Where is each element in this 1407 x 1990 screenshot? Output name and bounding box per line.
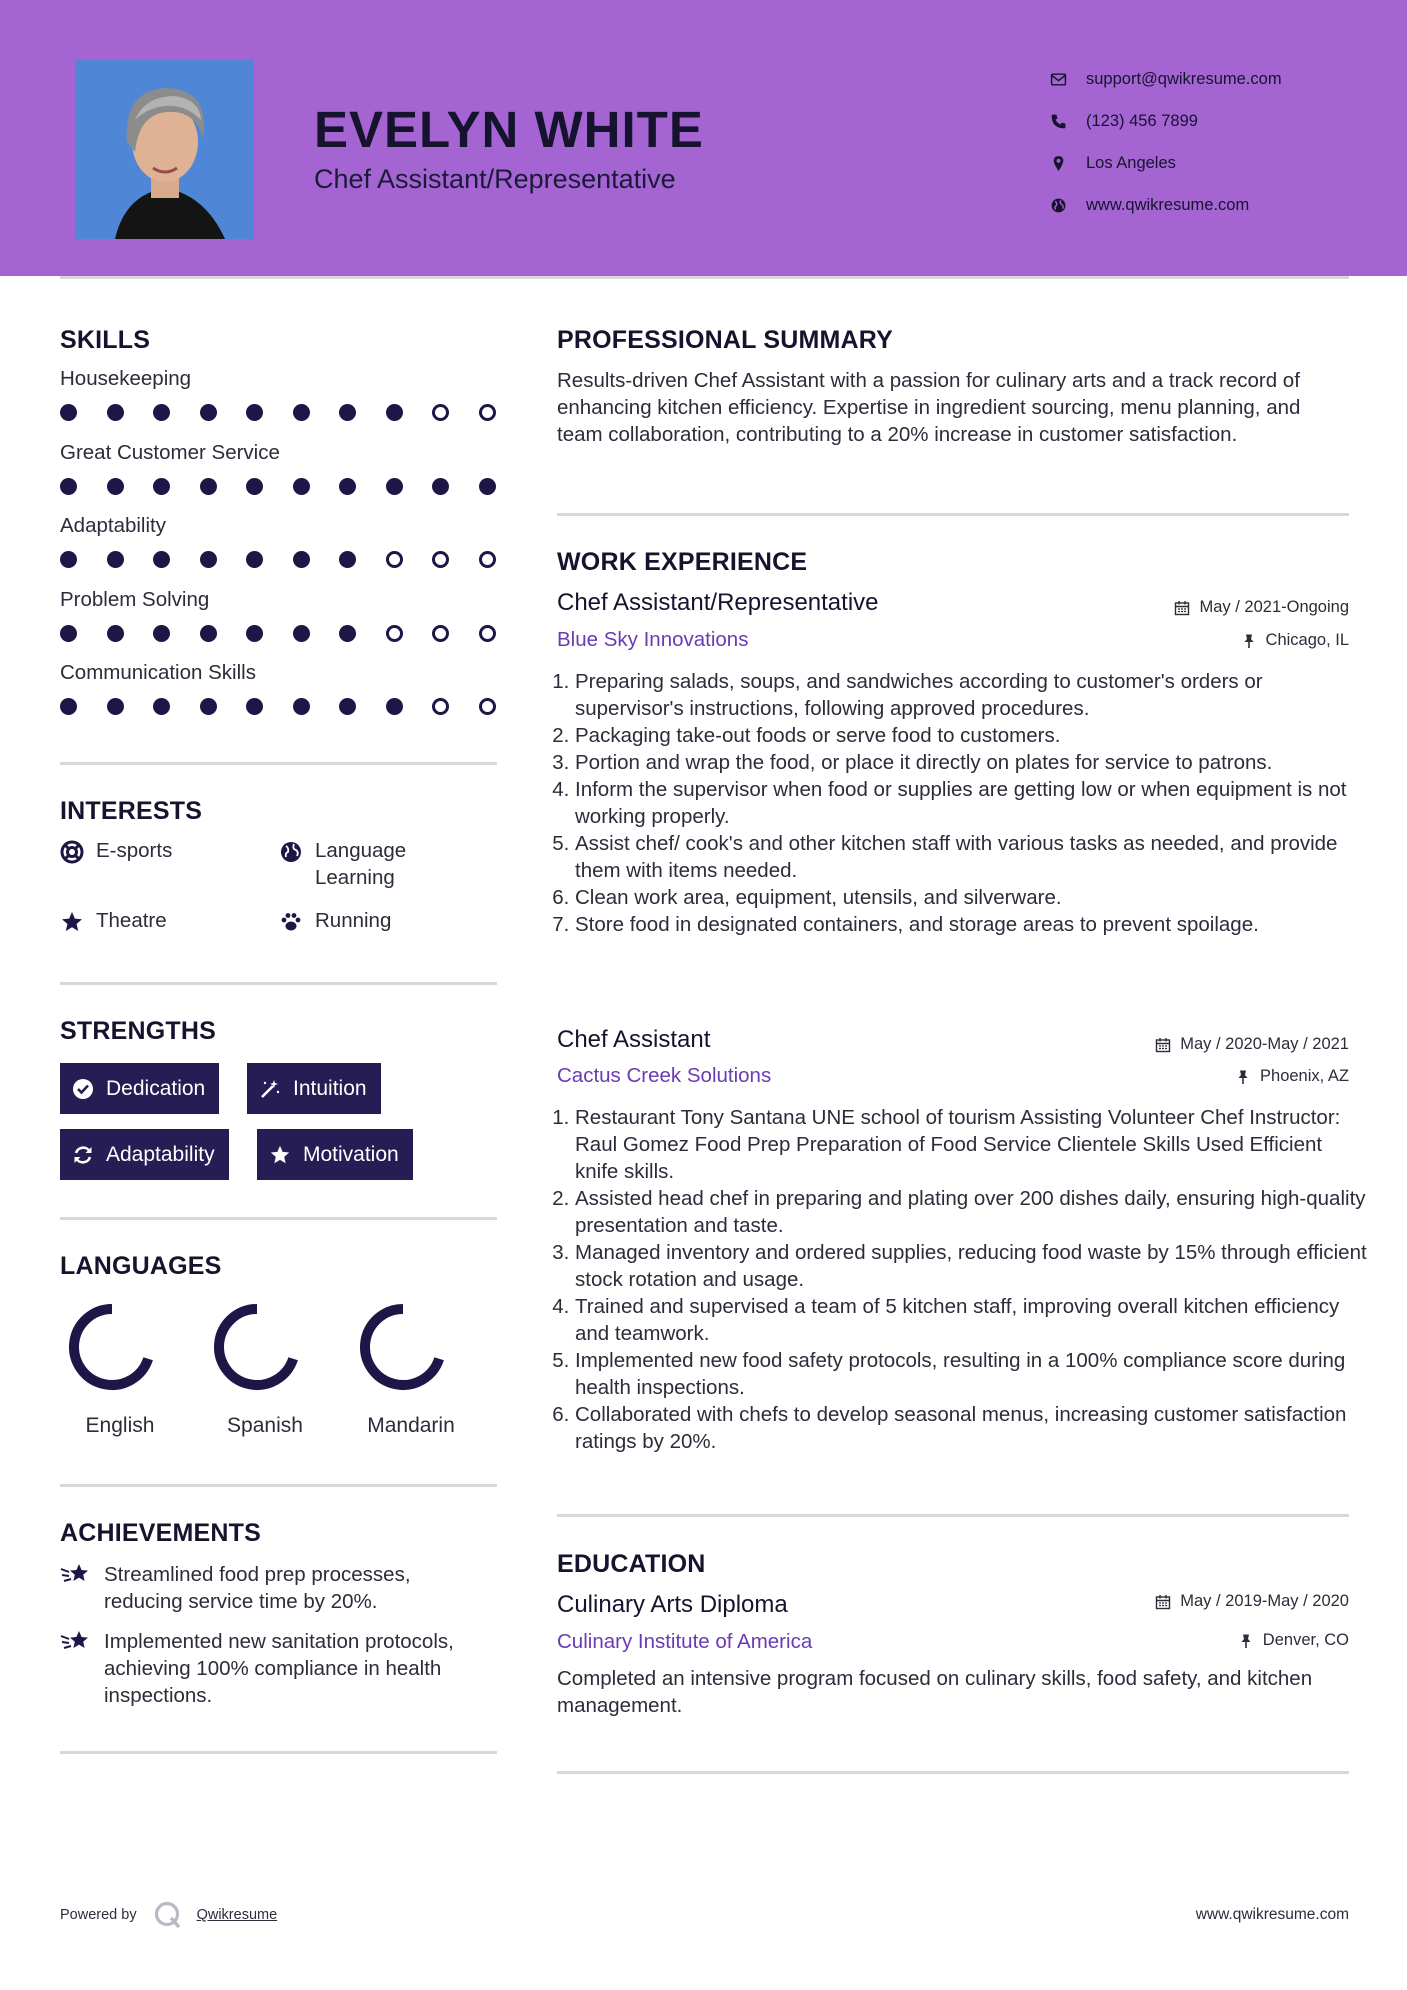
education-divider	[557, 1771, 1349, 1774]
rating-dot-filled	[246, 404, 263, 421]
education-title: EDUCATION	[557, 1550, 706, 1578]
language-arc-fill	[74, 1309, 148, 1385]
strength-badge	[60, 1063, 219, 1114]
interest-item	[279, 909, 391, 934]
language-arc-fill	[219, 1309, 293, 1385]
calendar-icon	[1155, 1037, 1171, 1053]
language-item	[60, 1297, 180, 1438]
rating-dot-filled	[60, 404, 77, 421]
contact-website-text: www.qwikresume.com	[1086, 195, 1250, 214]
pushpin-icon	[1241, 633, 1257, 649]
contact-location-text: Los Angeles	[1086, 153, 1176, 172]
header-banner	[0, 0, 1407, 276]
rating-dot-filled	[153, 625, 170, 642]
strength-label: Dedication	[106, 1076, 206, 1100]
job-duty-item: 4. Inform the supervisor when food or supplies are getting low or when equipment is not working properly.	[575, 776, 1367, 830]
skill-label: Housekeeping	[60, 367, 192, 390]
achievement-item	[60, 1628, 480, 1709]
achievements-divider	[60, 1751, 497, 1754]
education-dates-text: May / 2019-May / 2020	[1180, 1592, 1349, 1610]
achievements-title: ACHIEVEMENTS	[60, 1519, 262, 1547]
job-duty-item: 4. Trained and supervised a team of 5 kitchen staff, improving overall kitchen efficiency and teamwork.	[575, 1293, 1367, 1347]
job-duty-item: 1. Restaurant Tony Santana UNE school of tourism Assisting Volunteer Chef Instructor: Raul Gomez Food Prep Preparation of Food Service Clientele Skills Used Efficient knife skills.	[575, 1104, 1367, 1185]
rating-dot-empty	[479, 698, 496, 715]
interests-divider	[60, 982, 497, 985]
rating-dot-filled	[339, 625, 356, 642]
contact-location	[1050, 142, 1282, 184]
skill-rating	[60, 625, 525, 642]
job-duty-item: 2. Assisted head chef in preparing and plating over 200 dishes daily, ensuring high-quality presentation and taste.	[575, 1185, 1367, 1239]
rating-dot-filled	[200, 404, 217, 421]
rating-dot-filled	[293, 478, 310, 495]
strengths-title: STRENGTHS	[60, 1017, 216, 1045]
rating-dot-filled	[153, 551, 170, 568]
pushpin-icon	[1235, 1069, 1251, 1085]
qwikresume-logo-icon	[153, 1900, 183, 1930]
skill-rating	[60, 478, 525, 495]
interest-item	[60, 839, 172, 864]
job-dates-text: May / 2020-May / 2021	[1180, 1035, 1349, 1053]
education-description: Completed an intensive program focused on culinary skills, food safety, and kitchen management.	[557, 1667, 1313, 1717]
rating-dot-filled	[200, 625, 217, 642]
strength-badge	[247, 1063, 381, 1114]
job-company: Blue Sky Innovations	[557, 628, 749, 651]
school-name: Culinary Institute of America	[557, 1630, 813, 1653]
rating-dot-filled	[153, 698, 170, 715]
check-circle-icon	[72, 1078, 94, 1100]
job-duty-item: 1. Preparing salads, soups, and sandwiches according to customer's orders or supervisor's instructions, following approved procedures.	[575, 668, 1367, 722]
paw-icon	[279, 910, 303, 934]
job-title: Chef Assistant	[557, 1026, 711, 1053]
job-duties-list	[557, 668, 1367, 938]
portrait-illustration	[75, 60, 254, 239]
rating-dot-filled	[107, 625, 124, 642]
skill-rating	[60, 698, 525, 715]
strength-label: Adaptability	[106, 1142, 215, 1166]
interest-item	[279, 839, 459, 891]
achievement-text: Streamlined food prep processes, reducing service time by 20%.	[104, 1563, 411, 1613]
star-icon	[60, 910, 84, 934]
language-label: Mandarin	[367, 1414, 455, 1437]
rating-dot-filled	[339, 478, 356, 495]
rating-dot-empty	[479, 625, 496, 642]
summary-text: Results-driven Chef Assistant with a passion for culinary arts and a track record of enhancing kitchen efficiency. Expertise in ingredient sourcing, menu planning, and team collaboration, contributing to a 20% increase in customer satisfaction.	[557, 369, 1301, 446]
rating-dot-filled	[386, 478, 403, 495]
rating-dot-empty	[432, 551, 449, 568]
job-company: Cactus Creek Solutions	[557, 1064, 772, 1087]
job-duty-item: 2. Packaging take-out foods or serve food to customers.	[575, 722, 1367, 749]
skill-label: Adaptability	[60, 514, 166, 537]
contact-block	[1050, 58, 1282, 226]
rating-dot-filled	[200, 478, 217, 495]
job-duty-item: 6. Clean work area, equipment, utensils, and silverware.	[575, 884, 1367, 911]
rating-dot-empty	[432, 698, 449, 715]
rating-dot-empty	[432, 625, 449, 642]
pushpin-icon	[1238, 1633, 1254, 1649]
globe-icon	[279, 840, 303, 864]
job-duty-item: 3. Managed inventory and ordered supplies, reducing food waste by 15% through efficient stock rotation and usage.	[575, 1239, 1367, 1293]
strength-badge	[60, 1129, 229, 1180]
rating-dot-empty	[386, 551, 403, 568]
achievement-text: Implemented new sanitation protocols, achieving 100% compliance in health inspections.	[104, 1630, 454, 1707]
strength-badge	[257, 1129, 413, 1180]
job-dates	[1155, 1035, 1349, 1054]
skill-label: Problem Solving	[60, 587, 210, 611]
candidate-role: Chef Assistant/Representative	[314, 164, 676, 194]
job-location-text: Phoenix, AZ	[1260, 1067, 1349, 1085]
header-divider	[60, 276, 1349, 279]
language-arc-fill	[365, 1309, 439, 1385]
rating-dot-filled	[386, 404, 403, 421]
education-location-text: Denver, CO	[1262, 1631, 1349, 1649]
interests-title: INTERESTS	[60, 797, 203, 825]
calendar-icon	[1174, 600, 1190, 616]
language-label: English	[85, 1414, 155, 1437]
refresh-icon	[72, 1144, 94, 1166]
languages-title: LANGUAGES	[60, 1252, 222, 1280]
rating-dot-filled	[153, 478, 170, 495]
contact-website[interactable]	[1050, 184, 1282, 226]
rating-dot-filled	[246, 698, 263, 715]
interest-label: Theatre	[96, 909, 167, 932]
profile-photo	[75, 60, 254, 239]
envelope-icon	[1050, 71, 1067, 88]
summary-divider	[557, 513, 1349, 516]
skill-label: Communication Skills	[60, 661, 256, 684]
skill-label: Great Customer Service	[60, 440, 280, 464]
strengths-divider	[60, 1217, 497, 1220]
interest-item	[60, 909, 167, 934]
job-title: Chef Assistant/Representative	[557, 589, 879, 616]
job-duties-list	[557, 1104, 1367, 1455]
rating-dot-filled	[60, 478, 77, 495]
language-item	[205, 1297, 325, 1438]
skill-rating	[60, 404, 525, 421]
rating-dot-filled	[293, 404, 310, 421]
job-duty-item: 5. Assist chef/ cook's and other kitchen staff with various tasks as needed, and provide them with items needed.	[575, 830, 1367, 884]
life-ring-icon	[60, 840, 84, 864]
phone-icon	[1050, 113, 1067, 130]
rating-dot-filled	[107, 698, 124, 715]
job-duty-item: 7. Store food in designated containers, and storage areas to prevent spoilage.	[575, 911, 1367, 938]
job-location	[1235, 1067, 1349, 1086]
qwikresume-link[interactable]: Qwikresume	[196, 1907, 278, 1923]
interest-label: Language Learning	[315, 839, 407, 889]
shooting-star-icon	[60, 1628, 92, 1656]
candidate-name: EVELYN WHITE	[314, 101, 704, 158]
rating-dot-filled	[200, 551, 217, 568]
rating-dot-filled	[107, 551, 124, 568]
footer-website[interactable]: www.qwikresume.com	[1195, 1906, 1349, 1923]
rating-dot-filled	[246, 478, 263, 495]
rating-dot-filled	[107, 478, 124, 495]
job-duty-item: 5. Implemented new food safety protocols, resulting in a 100% compliance score during health inspections.	[575, 1347, 1367, 1401]
rating-dot-filled	[153, 404, 170, 421]
rating-dot-filled	[60, 698, 77, 715]
strength-label: Intuition	[293, 1076, 367, 1100]
strength-label: Motivation	[303, 1142, 399, 1166]
rating-dot-filled	[60, 551, 77, 568]
calendar-icon	[1155, 1594, 1171, 1610]
skills-title: SKILLS	[60, 326, 151, 354]
degree-title: Culinary Arts Diploma	[557, 1591, 788, 1618]
star-icon	[269, 1144, 291, 1166]
rating-dot-filled	[432, 478, 449, 495]
contact-phone[interactable]	[1050, 100, 1282, 142]
rating-dot-empty	[432, 404, 449, 421]
work-divider	[557, 1514, 1349, 1517]
job-location-text: Chicago, IL	[1265, 631, 1349, 649]
shooting-star-icon	[60, 1561, 92, 1589]
rating-dot-filled	[339, 551, 356, 568]
rating-dot-filled	[200, 698, 217, 715]
contact-email[interactable]	[1050, 58, 1282, 100]
achievement-item	[60, 1561, 480, 1615]
job-duty-item: 6. Collaborated with chefs to develop seasonal menus, increasing customer satisfaction ratings by 20%.	[575, 1401, 1367, 1455]
language-proficiency-arc	[351, 1297, 471, 1397]
language-proficiency-arc	[205, 1297, 325, 1397]
rating-dot-filled	[479, 478, 496, 495]
rating-dot-empty	[386, 625, 403, 642]
job-dates-text: May / 2021-Ongoing	[1199, 598, 1349, 616]
skill-rating	[60, 551, 525, 568]
rating-dot-filled	[293, 625, 310, 642]
globe-icon	[1050, 197, 1067, 214]
contact-phone-text: (123) 456 7899	[1086, 111, 1198, 130]
powered-by-label: Powered by	[60, 1907, 137, 1923]
footer-powered-by	[60, 1900, 277, 1930]
languages-divider	[60, 1484, 497, 1487]
rating-dot-filled	[246, 625, 263, 642]
rating-dot-empty	[479, 404, 496, 421]
rating-dot-filled	[386, 698, 403, 715]
rating-dot-empty	[479, 551, 496, 568]
interest-label: Running	[315, 909, 392, 932]
language-item	[351, 1297, 471, 1438]
map-marker-icon	[1050, 155, 1067, 172]
rating-dot-filled	[339, 404, 356, 421]
skills-divider	[60, 762, 497, 765]
work-title: WORK EXPERIENCE	[557, 548, 808, 576]
rating-dot-filled	[246, 551, 263, 568]
job-dates	[1174, 598, 1349, 617]
rating-dot-filled	[60, 625, 77, 642]
summary-title: PROFESSIONAL SUMMARY	[557, 326, 893, 354]
rating-dot-filled	[293, 698, 310, 715]
language-label: Spanish	[227, 1414, 303, 1437]
education-dates	[1155, 1592, 1349, 1611]
rating-dot-filled	[293, 551, 310, 568]
interest-label: E-sports	[96, 839, 173, 862]
job-duty-item: 3. Portion and wrap the food, or place it directly on plates for service to patrons.	[575, 749, 1367, 776]
magic-wand-icon	[259, 1078, 281, 1100]
contact-email-text: support@qwikresume.com	[1086, 69, 1282, 88]
language-proficiency-arc	[60, 1297, 180, 1397]
rating-dot-filled	[339, 698, 356, 715]
education-location	[1238, 1631, 1349, 1650]
job-location	[1241, 631, 1349, 650]
rating-dot-filled	[107, 404, 124, 421]
